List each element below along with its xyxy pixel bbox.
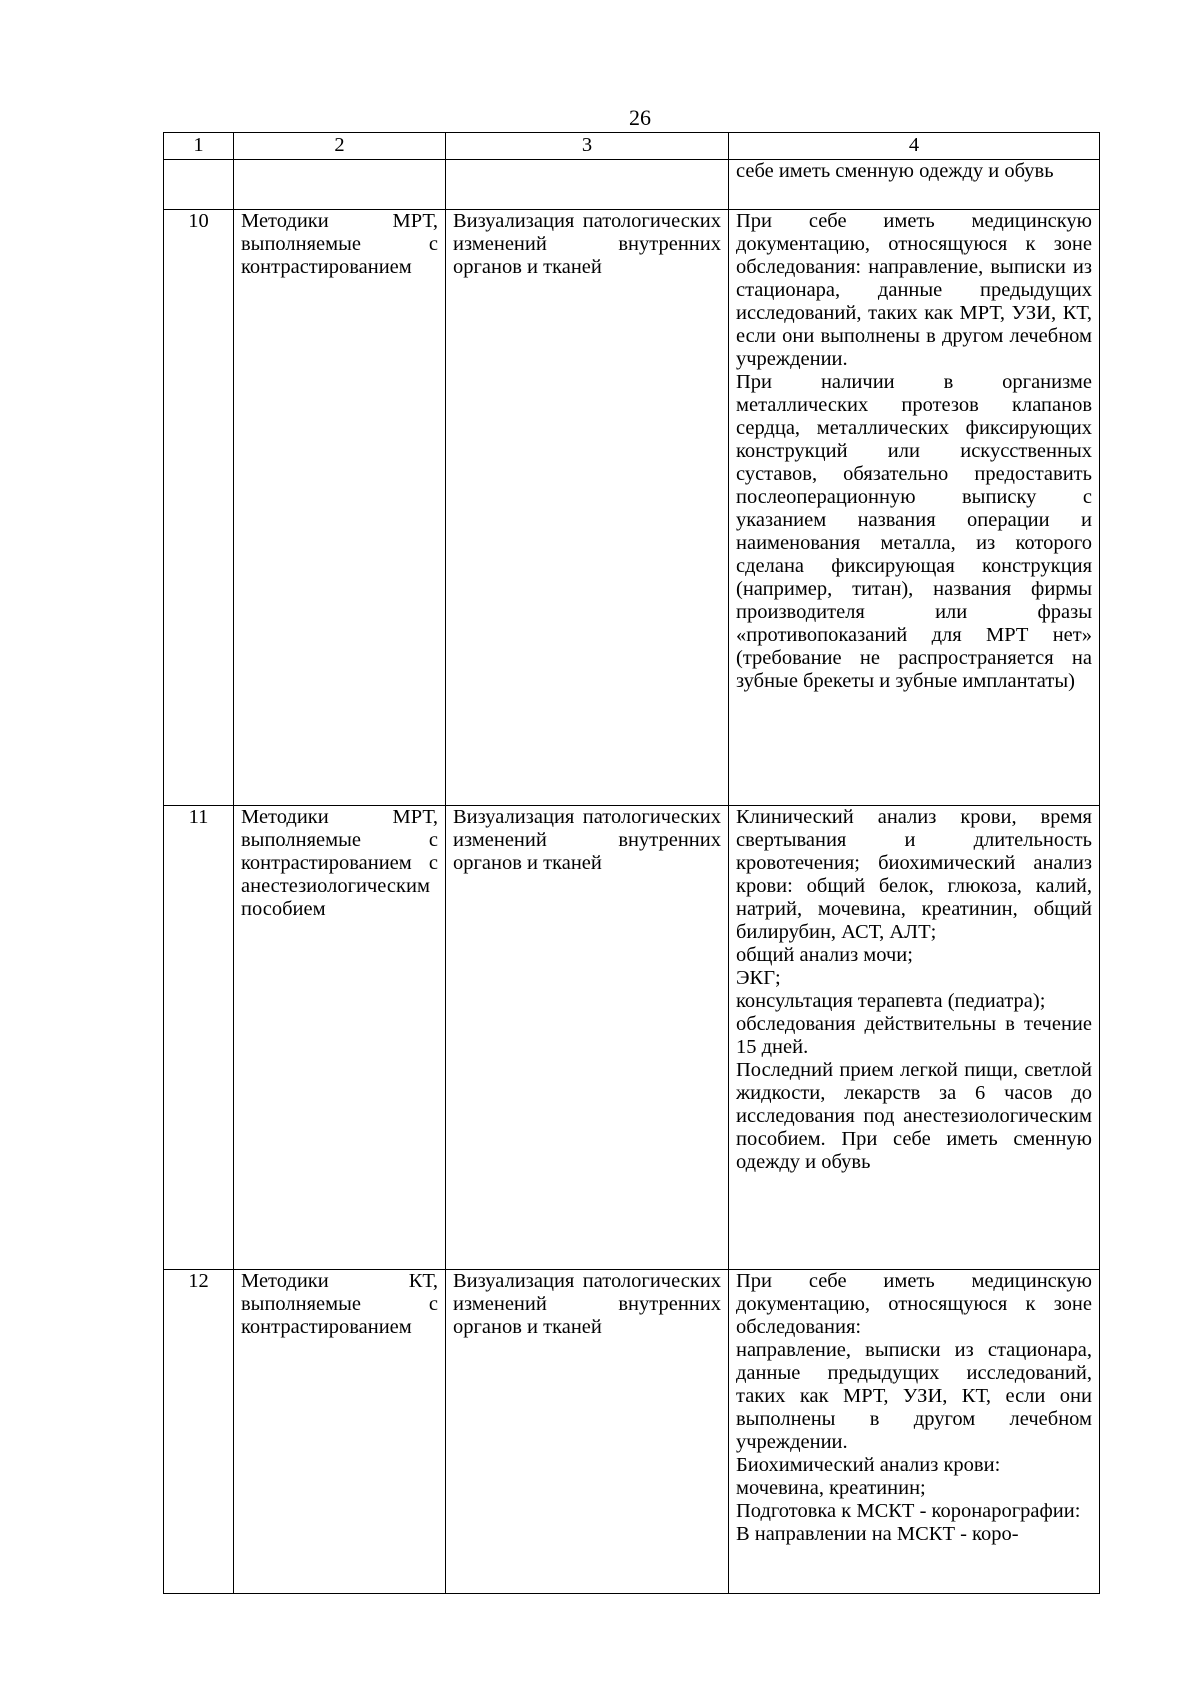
header-cell-1: 1 [164,133,234,160]
requirements-cell: При себе иметь медицинскую документацию, относящуюся к зоне обследования: направление, выписки из стационара, данные предыдущих исследований, таких как МРТ, УЗИ, КТ, если они выполнены в другом лечебном учреждении. Биохимический анализ крови: мочевина, креатинин; Подготовка к МСКТ - коронарографии: В направлении на МСКТ - коро- [729,1270,1100,1594]
purpose-cell: Визуализация патологических изменений внутренних органов и тканей [446,806,729,1270]
table-row [164,210,1100,806]
purpose-cell: Визуализация патологических изменений внутренних органов и тканей [446,1270,729,1594]
header-cell-4: 4 [729,133,1100,160]
row-number: 11 [164,806,234,1270]
empty-cell [234,160,446,210]
purpose-cell: Визуализация патологических изменений внутренних органов и тканей [446,210,729,806]
row-number: 12 [164,1270,234,1594]
empty-cell [164,160,234,210]
table-row-continuation [164,160,1100,210]
method-cell: Методики МРТ, выполняемые с контрастированием с анестезиологическим пособием [234,806,446,1270]
continuation-requirements: себе иметь сменную одежду и обувь [729,160,1100,210]
header-cell-2: 2 [234,133,446,160]
document-table [163,132,1100,1594]
method-cell: Методики МРТ, выполняемые с контрастированием [234,210,446,806]
table-row [164,806,1100,1270]
requirements-cell: При себе иметь медицинскую документацию, относящуюся к зоне обследования: направление, выписки из стационара, данные предыдущих исследований, таких как МРТ, УЗИ, КТ, если они выполнены в другом лечебном учреждении. При наличии в организме металлических протезов клапанов сердца, металлических фиксирующих конструкций или искусственных суставов, обязательно предоставить послеоперационную выписку с указанием названия операции и наименования металла, из которого сделана фиксирующая конструкция (например, титан), названия фирмы производителя или фразы «противопоказаний для МРТ нет» (требование не распространяется на зубные брекеты и зубные имплантаты) [729,210,1100,806]
method-cell: Методики КТ, выполняемые с контрастированием [234,1270,446,1594]
page-number: 26 [629,105,651,130]
row-number: 10 [164,210,234,806]
empty-cell [446,160,729,210]
requirements-cell: Клинический анализ крови, время свертывания и длительность кровотечения; биохимический анализ крови: общий белок, глюкоза, калий, натрий, мочевина, креатинин, общий билирубин, АСТ, АЛТ; общий анализ мочи; ЭКГ; консультация терапевта (педиатра); обследования действительны в течение 15 дней. Последний прием легкой пищи, светлой жидкости, лекарств за 6 часов до исследования под анестезиологическим пособием. При себе иметь сменную одежду и обувь [729,806,1100,1270]
table-header-row [164,133,1100,160]
table-row [164,1270,1100,1594]
header-cell-3: 3 [446,133,729,160]
